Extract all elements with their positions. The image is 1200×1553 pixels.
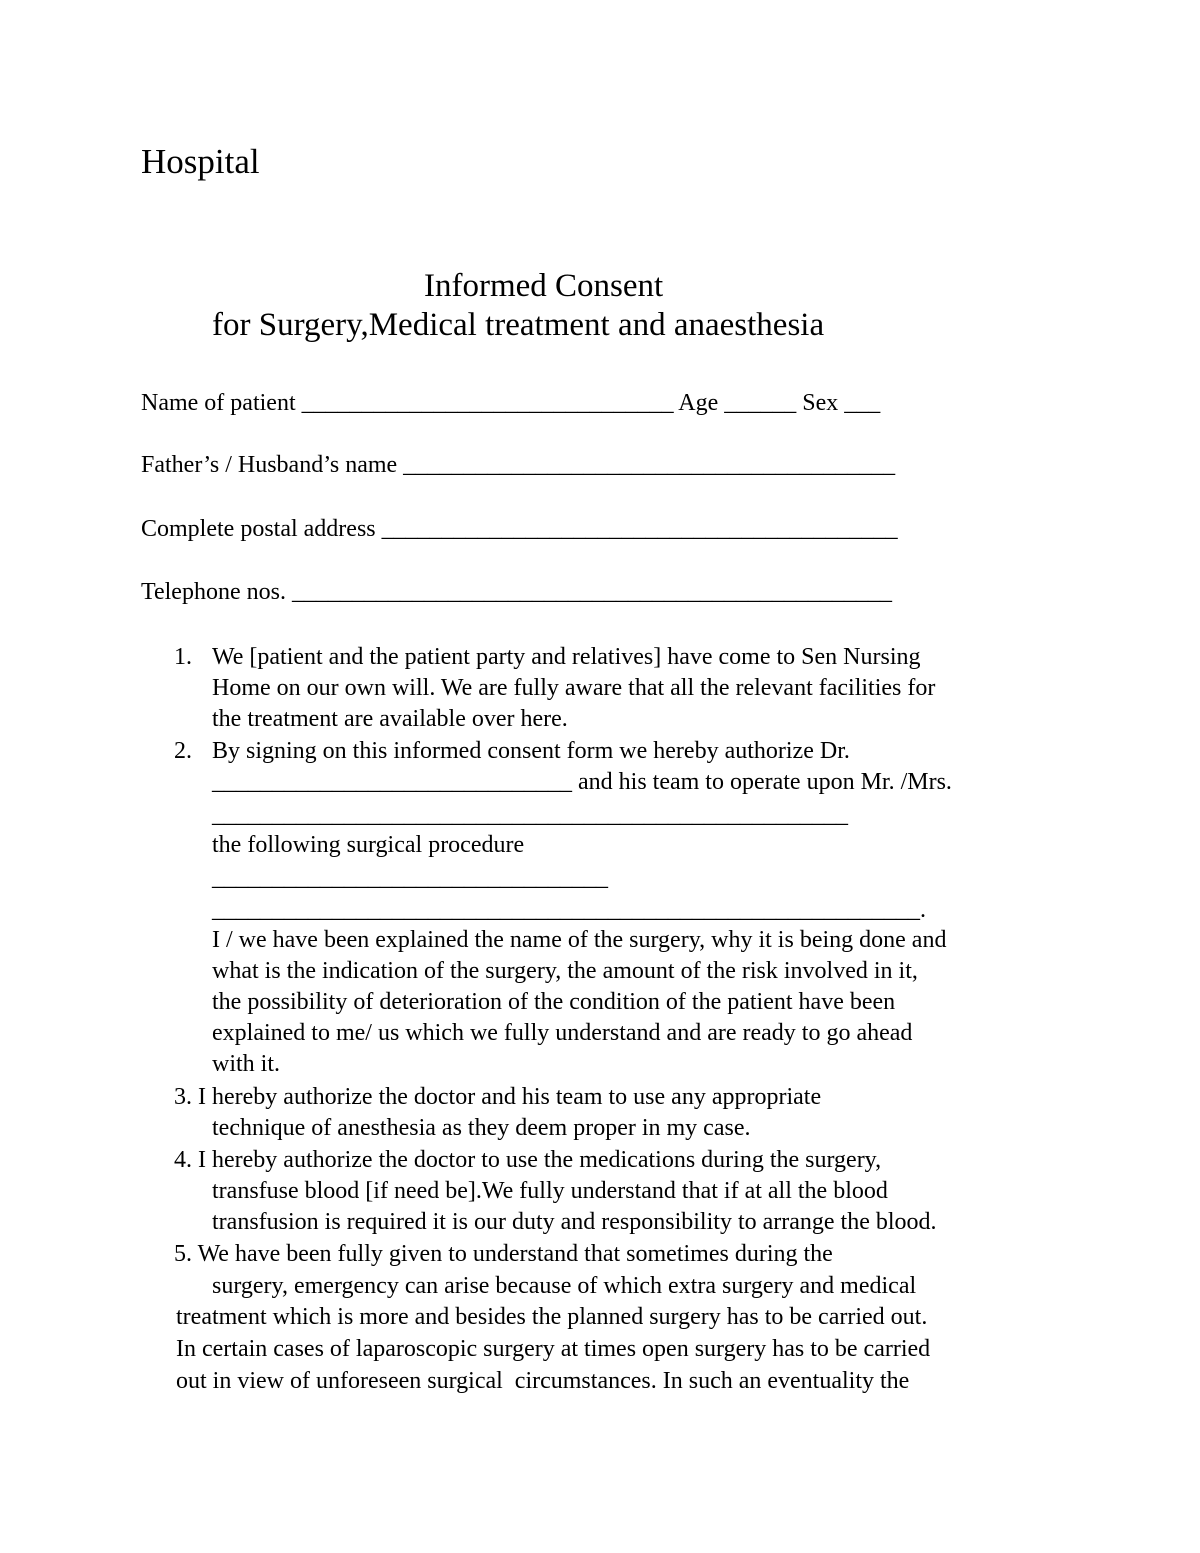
clause-5-line: surgery, emergency can arise because of which extra surgery and medical <box>212 1273 917 1299</box>
postal-address-field[interactable]: Complete postal address ___________________________________________ <box>141 516 898 542</box>
form-title: Informed Consent <box>424 268 664 304</box>
clause-2-line: what is the indication of the surgery, the amount of the risk involved in it, <box>212 958 918 984</box>
clause-4-line: transfusion is required it is our duty and responsibility to arrange the blood. <box>212 1209 937 1235</box>
clause-2-number: 2. <box>174 738 192 764</box>
clause-4-line: transfuse blood [if need be].We fully understand that if at all the blood <box>212 1178 888 1204</box>
clause-1-line: We [patient and the patient party and relatives] have come to Sen Nursing <box>212 644 921 670</box>
procedure-blank[interactable]: _________________________________ <box>212 865 608 891</box>
clause-1-number: 1. <box>174 644 192 670</box>
father-husband-name-field[interactable]: Father’s / Husband’s name _________________________________________ <box>141 452 896 478</box>
clause-3-line: technique of anesthesia as they deem proper in my case. <box>212 1115 751 1141</box>
clause-2-line: with it. <box>212 1051 281 1077</box>
clause-2-line: explained to me/ us which we fully understand and are ready to go ahead <box>212 1020 913 1046</box>
doctor-name-blank[interactable]: ______________________________ and his team to operate upon Mr. /Mrs. <box>212 769 952 795</box>
clause-3-line: 3. I hereby authorize the doctor and his team to use any appropriate <box>174 1084 822 1110</box>
patient-name-blank[interactable]: _____________________________________________________ <box>212 802 848 828</box>
clause-5-line: out in view of unforeseen surgical circumstances. In such an eventuality the <box>176 1368 910 1394</box>
clause-1-line: the treatment are available over here. <box>212 706 568 732</box>
clause-5-line: In certain cases of laparoscopic surgery at times open surgery has to be carried <box>176 1336 931 1362</box>
form-subtitle: for Surgery,Medical treatment and anaesthesia <box>212 307 825 343</box>
clause-2-line: By signing on this informed consent form we hereby authorize Dr. <box>212 738 850 764</box>
clause-2-line: the following surgical procedure <box>212 832 525 858</box>
clause-4-line: 4. I hereby authorize the doctor to use the medications during the surgery, <box>174 1147 882 1173</box>
hospital-heading: Hospital <box>141 142 260 181</box>
patient-name-age-sex-field[interactable]: Name of patient _______________________________ Age ______ Sex ___ <box>141 390 881 416</box>
clause-5-line: 5. We have been fully given to understand that sometimes during the <box>174 1241 833 1267</box>
clause-5-line: treatment which is more and besides the planned surgery has to be carried out. <box>176 1304 928 1330</box>
telephone-field[interactable]: Telephone nos. __________________________________________________ <box>141 579 892 605</box>
clause-2-line: I / we have been explained the name of the surgery, why it is being done and <box>212 927 947 953</box>
clause-1-line: Home on our own will. We are fully aware that all the relevant facilities for <box>212 675 936 701</box>
clause-2-line: the possibility of deterioration of the condition of the patient have been <box>212 989 896 1015</box>
procedure-blank[interactable]: ___________________________________________________________. <box>212 897 926 923</box>
